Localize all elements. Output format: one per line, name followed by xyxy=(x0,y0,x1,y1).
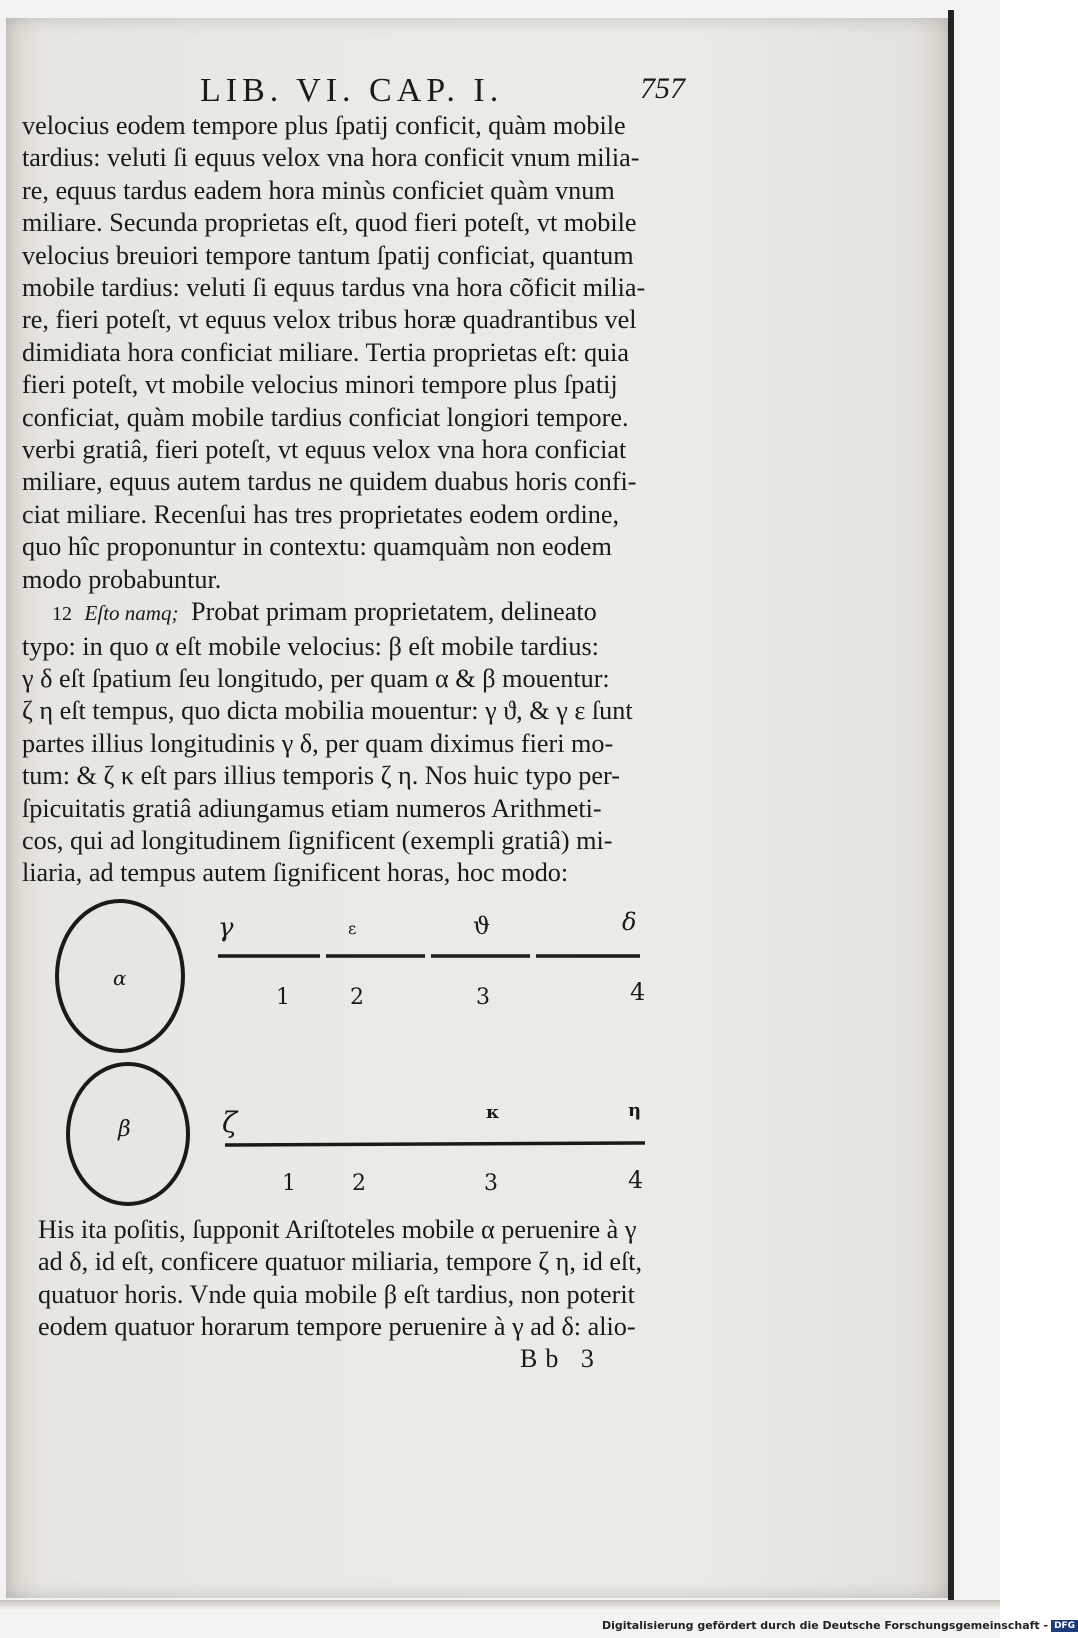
text-line: cos, qui ad longitudinem ſignificent (exempli gratiâ) mi- xyxy=(22,825,613,855)
text-line: velocius breuiori tempore tantum ſpatij conficiat, quantum xyxy=(22,240,634,270)
text-line: mobile tardius: veluti ſi equus tardus vna hora cõficit milia- xyxy=(22,273,646,303)
point-label-zeta: ζ xyxy=(222,1106,238,1139)
number-label: 1 xyxy=(276,985,290,1010)
text-line: quo hîc proponuntur in contextu: quamquàm non eodem xyxy=(22,532,612,562)
motion-diagram xyxy=(0,880,700,1210)
text-line: ad δ, id eſt, conficere quatuor miliaria, tempore ζ η, id eſt, xyxy=(38,1247,643,1277)
text-line: ζ η eſt tempus, quo dicta mobilia mouentur: γ ϑ, & γ ε ſunt xyxy=(22,696,633,726)
body-text xyxy=(22,110,694,890)
digitization-credit xyxy=(602,1619,1078,1632)
text-line: miliare, equus autem tardus ne quidem duabus horis confi- xyxy=(22,467,637,497)
point-label-epsilon: ε xyxy=(348,919,357,938)
point-label-kappa: κ xyxy=(486,1102,500,1123)
text-line: conficiat, quàm mobile tardius conficiat longiori tempore. xyxy=(22,402,629,432)
number-label: 2 xyxy=(352,1171,366,1196)
text-line: ciat miliare. Recenſui has tres proprietates eodem ordine, xyxy=(22,499,619,529)
text-line: liaria, ad tempus autem ſignificent horas, hoc modo: xyxy=(22,858,569,888)
text-line: quatuor horis. Vnde quia mobile β eſt tardius, non poterit xyxy=(38,1279,635,1309)
dfg-logo: DFG xyxy=(1051,1620,1078,1632)
paragraph-number: 12 xyxy=(52,603,72,626)
text-line: γ δ eſt ſpatium ſeu longitudo, per quam α & β mouentur: xyxy=(22,663,610,693)
signature-mark: Bb 3 xyxy=(520,1344,602,1373)
text-line: tum: & ζ κ eſt pars illius temporis ζ η. Nos huic typo per- xyxy=(22,761,620,791)
credit-text: Digitalisierung gefördert durch die Deutsche Forschungsgemeinschaft - xyxy=(602,1619,1049,1632)
time-line xyxy=(225,1143,645,1145)
number-label: 2 xyxy=(350,985,364,1010)
paragraph-12-first-line xyxy=(22,596,694,630)
page-number: 757 xyxy=(640,72,685,105)
text-line: re, fieri poteſt, vt equus velox tribus horæ quadrantibus vel xyxy=(22,305,637,335)
text-line: dimidiata hora conficiat miliare. Tertia proprietas eſt: quia xyxy=(22,337,630,367)
text-line: velocius eodem tempore plus ſpatij conficit, quàm mobile xyxy=(22,111,626,140)
point-label-eta: η xyxy=(628,1100,642,1121)
point-label-delta: δ xyxy=(622,908,637,936)
text-line: re, equus tardus eadem hora minùs conficiet quàm vnum xyxy=(22,175,615,205)
paragraph-lemma: Eſto namq; xyxy=(84,601,179,626)
text-line: Probat primam proprietatem, delineato xyxy=(191,597,597,627)
point-label-gamma: γ xyxy=(218,913,234,943)
text-line: modo probabuntur. xyxy=(22,564,222,594)
number-label: 4 xyxy=(630,978,646,1006)
number-label: 1 xyxy=(282,1171,296,1196)
text-line: ſpicuitatis gratiâ adiungamus etiam numeros Arithmeti- xyxy=(22,793,602,823)
text-line: tardius: veluti ſi equus velox vna hora conficit vnum milia- xyxy=(22,143,640,173)
number-label: 4 xyxy=(628,1166,644,1194)
number-label: 3 xyxy=(476,985,490,1010)
text-line: His ita poſitis, ſupponit Ariſtoteles mobile α peruenire à γ xyxy=(38,1215,637,1244)
text-line: verbi gratiâ, fieri poteſt, vt equus velox vna hora conficiat xyxy=(22,435,627,465)
point-label-theta: ϑ xyxy=(473,912,491,940)
circle-alpha-label: α xyxy=(113,966,127,990)
text-line: fieri poteſt, vt mobile velocius minori tempore plus ſpatij xyxy=(22,370,618,400)
circle-beta-label: β xyxy=(118,1117,131,1142)
text-line: typo: in quo α eſt mobile velocius: β eſt mobile tardius: xyxy=(22,631,599,661)
text-line: eodem quatuor horarum tempore peruenire à γ ad δ: alio- xyxy=(38,1312,636,1342)
continuation-text xyxy=(38,1214,710,1344)
page-edge xyxy=(948,10,954,1610)
text-line: miliare. Secunda proprietas eſt, quod fieri poteſt, vt mobile xyxy=(22,208,637,238)
page-bottom-edge xyxy=(0,1600,1000,1610)
page-header xyxy=(0,72,1000,112)
number-label: 3 xyxy=(484,1171,498,1196)
text-line: partes illius longitudinis γ δ, per quam diximus fieri mo- xyxy=(22,728,614,758)
running-head: LIB. VI. CAP. I. xyxy=(200,72,504,109)
